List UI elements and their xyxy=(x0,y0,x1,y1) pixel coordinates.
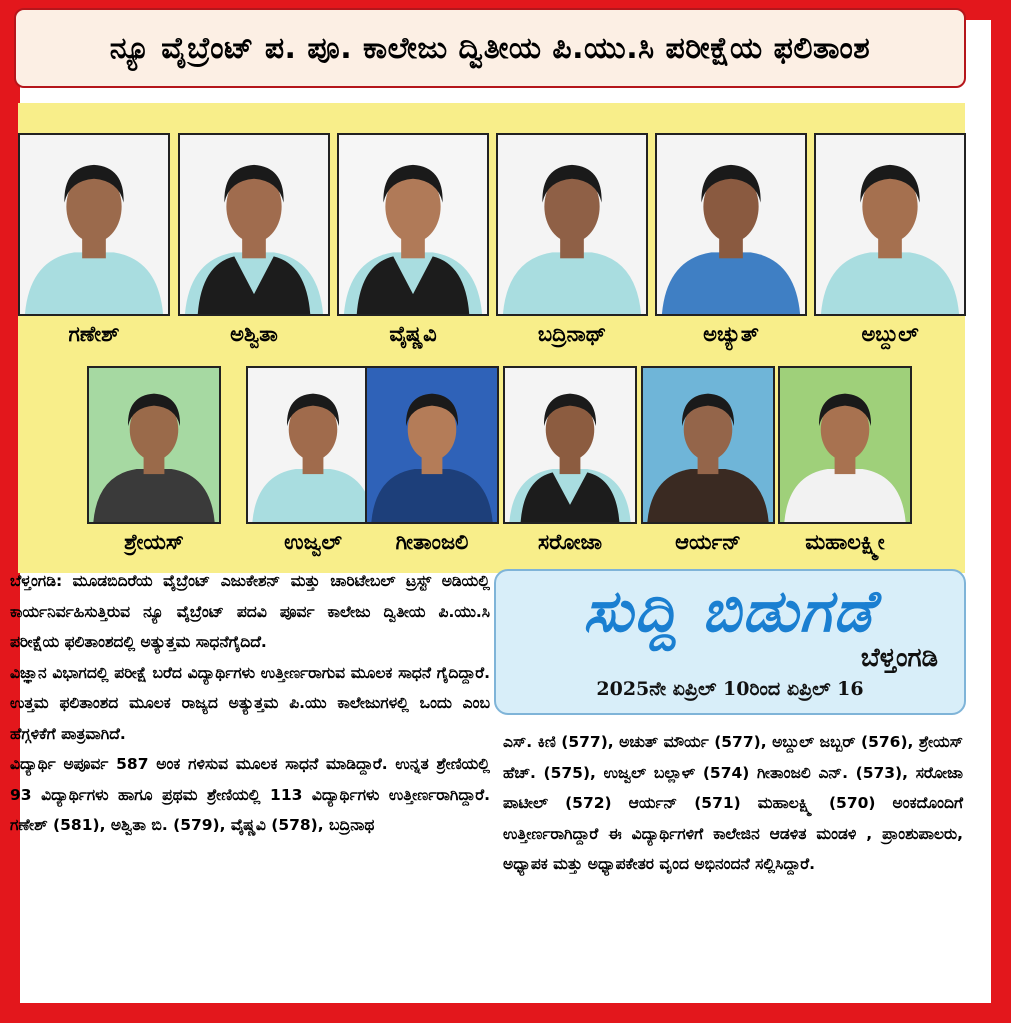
student-card xyxy=(178,133,330,361)
student-name: ಅಚ್ಯುತ್ xyxy=(703,322,759,346)
article-right-column xyxy=(503,727,963,880)
student-photo xyxy=(18,133,170,316)
student-photo-image xyxy=(367,368,497,522)
student-card xyxy=(641,366,775,569)
student-photo xyxy=(87,366,221,524)
student-card xyxy=(337,133,489,361)
student-photo-image xyxy=(816,135,964,314)
article-paragraph: ವಿದ್ಯಾರ್ಥಿ ಅಪೂರ್ವ 587 ಅಂಕ ಗಳಿಸುವ ಮೂಲಕ ಸಾಧನೆ ಮಾಡಿದ್ದಾರೆ. ಉನ್ನತ ಶ್ರೇಣಿಯಲ್ಲಿ 93 ವಿದ್ಯಾರ್ಥಿಗಳು ಹಾಗೂ ಪ್ರಥಮ ಶ್ರೇಣಿಯಲ್ಲಿ 113 ವಿದ್ಯಾರ್ಥಿಗಳು ಉತ್ತೀರ್ಣರಾಗಿದ್ದಾರೆ. ಗಣೇಶ್ (581), ಅಶ್ವಿತಾ ಬಿ. (579), ವೈಷ್ಣವಿ (578), ಬದ್ರಿನಾಥ xyxy=(10,755,490,834)
student-photo-image xyxy=(498,135,646,314)
student-name: ಗಣೇಶ್ xyxy=(68,322,120,346)
student-photo xyxy=(496,133,648,316)
masthead-box xyxy=(494,569,966,715)
student-name: ಸರೋಜಾ xyxy=(537,530,603,554)
student-photo-image xyxy=(20,135,168,314)
student-name: ಉಜ್ವಲ್ xyxy=(284,530,342,554)
student-photo xyxy=(641,366,775,524)
masthead-place: ಬೆಳ್ತಂಗಡಿ xyxy=(860,643,938,673)
student-photo xyxy=(246,366,380,524)
student-photo xyxy=(365,366,499,524)
student-name: ಬದ್ರಿನಾಥ್ xyxy=(537,322,607,346)
student-name: ಅಬ್ದುಲ್ xyxy=(861,322,919,346)
article-paragraph: ವಿಜ್ಞಾನ ವಿಭಾಗದಲ್ಲಿ ಪರೀಕ್ಷೆ ಬರೆದ ವಿದ್ಯಾರ್ಥಿಗಳು ಉತ್ತೀರ್ಣರಾಗುವ ಮೂಲಕ ಸಾಧನೆ ಗೈದಿದ್ದಾರೆ. ಉತ್ತಮ ಫಲಿತಾಂಶದ ಮೂಲಕ ರಾಜ್ಯದ ಅತ್ಯುತ್ತಮ ಪಿ.ಯು ಕಾಲೇಜುಗಳಲ್ಲಿ ಒಂದು ಎಂಬ ಹೆಗ್ಗಳಿಕೆಗೆ ಪಾತ್ರವಾಗಿದೆ. xyxy=(10,663,490,743)
masthead-title: ಸುದ್ದಿ ಬಿಡುಗಡೆ xyxy=(583,577,875,645)
student-photo-image xyxy=(248,368,378,522)
student-photo-image xyxy=(657,135,805,314)
student-card xyxy=(365,366,499,569)
student-card xyxy=(246,366,380,569)
student-name: ಶ್ರೇಯಸ್ xyxy=(124,530,184,554)
masthead-date: 2025ನೇ ಏಪ್ರಿಲ್ 10ರಿಂದ ಏಪ್ರಿಲ್ 16 xyxy=(596,678,864,700)
article-paragraph: ಬೆಳ್ತಂಗಡಿ: ಮೂಡಬಿದಿರೆಯ ವೈಬ್ರೆಂಟ್ ಎಜುಕೇಶನ್ ಮತ್ತು ಚಾರಿಟೇಬಲ್ ಟ್ರಸ್ಟ್ ಅಡಿಯಲ್ಲಿ ಕಾರ್ಯನಿರ್ವಹಿಸುತ್ತಿರುವ ನ್ಯೂ ವೈಬ್ರೆಂಟ್ ಪದವಿ ಪೂರ್ವ ಕಾಲೇಜು ದ್ವಿತೀಯ ಪಿ.ಯು.ಸಿ ಪರೀಕ್ಷೆಯ ಫಲಿತಾಂಶದಲ್ಲಿ ಅತ್ಯುತ್ತಮ ಸಾಧನೆಗೈದಿದೆ. xyxy=(10,572,490,651)
student-photo xyxy=(178,133,330,316)
student-name: ಆರ್ಯನ್ xyxy=(675,530,741,554)
student-photo-image xyxy=(643,368,773,522)
article-paragraph: ಎಸ್. ಕಿಣಿ (577), ಅಚುತ್ ಮೌರ್ಯ (577), ಅಬ್ದುಲ್ ಜಬ್ಬರ್ (576), ಶ್ರೇಯಸ್ ಹೆಚ್. (575), ಉಜ್ವಲ್ ಬಲ್ಲಾಳ್ (574) ಗೀತಾಂಜಲಿ ಎನ್. (573), ಸರೋಜಾ ಪಾಟೀಲ್ (572) ಆರ್ಯನ್ (571) ಮಹಾಲಕ್ಷ್ಮಿ (570) ಅಂಕದೊಂದಿಗೆ ಉತ್ತೀರ್ಣರಾಗಿದ್ದಾರೆ ಈ ವಿದ್ಯಾರ್ಥಿಗಳಿಗೆ ಕಾಲೇಜಿನ ಆಡಳಿತ ಮಂಡಳಿ , ಪ್ರಾಂಶುಪಾಲರು, ಅಧ್ಯಾಪಕ ಮತ್ತು ಅಧ್ಯಾಪಕೇತರ ವೃಂದ ಅಭಿನಂದನೆ ಸಲ್ಲಿಸಿದ್ದಾರೆ. xyxy=(503,733,963,873)
student-photo-image xyxy=(339,135,487,314)
student-photo-image xyxy=(89,368,219,522)
student-card xyxy=(778,366,912,569)
student-card xyxy=(814,133,966,361)
student-card xyxy=(496,133,648,361)
student-photo xyxy=(337,133,489,316)
article-left-column xyxy=(10,566,490,841)
student-photo xyxy=(814,133,966,316)
student-card xyxy=(87,366,221,569)
student-name: ಅಶ್ವಿತಾ xyxy=(230,322,278,346)
student-photo-image xyxy=(505,368,635,522)
student-photo xyxy=(655,133,807,316)
student-photo xyxy=(503,366,637,524)
student-name: ವೈಷ್ಣವಿ xyxy=(389,322,437,346)
student-card xyxy=(655,133,807,361)
student-name: ಗೀತಾಂಜಲಿ xyxy=(395,530,469,554)
student-name: ಮಹಾಲಕ್ಷ್ಮೀ xyxy=(805,530,885,554)
student-card xyxy=(18,133,170,361)
student-card xyxy=(503,366,637,569)
student-photo-image xyxy=(180,135,328,314)
headline-banner xyxy=(14,8,966,88)
student-photo xyxy=(778,366,912,524)
headline-text: ನ್ಯೂ ವೈಬ್ರೆಂಟ್ ಪ. ಪೂ. ಕಾಲೇಜು ದ್ವಿತೀಯ ಪಿ.ಯು.ಸಿ ಪರೀಕ್ಷೆಯ ಫಲಿತಾಂಶ xyxy=(109,30,871,66)
student-photo-image xyxy=(780,368,910,522)
photo-panel xyxy=(18,103,965,573)
